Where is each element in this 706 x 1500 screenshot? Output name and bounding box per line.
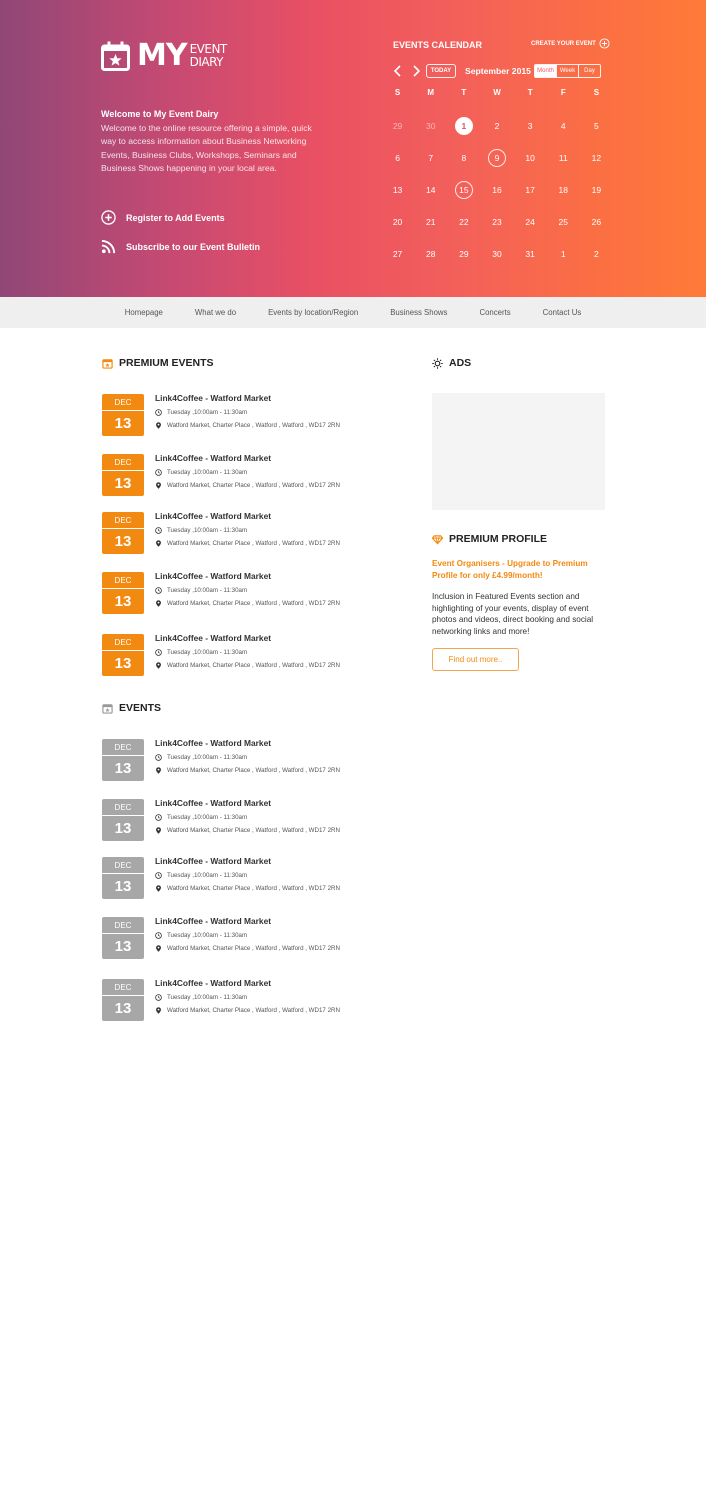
view-day-button[interactable]: Day	[578, 65, 600, 77]
main-nav	[0, 297, 706, 328]
calendar-day[interactable]	[580, 174, 613, 206]
calendar-day[interactable]	[414, 238, 447, 270]
map-pin-icon	[155, 827, 162, 834]
clock-icon	[155, 587, 162, 594]
calendar-day-number: 5	[594, 121, 599, 131]
event-location-text: Watford Market, Charter Place , Watford , Watford , WD17 2RN	[167, 767, 340, 774]
calendar-day[interactable]	[547, 110, 580, 142]
nav-contact-us[interactable]: Contact Us	[542, 308, 582, 317]
calendar-day[interactable]	[514, 142, 547, 174]
calendar-day-number: 30	[492, 249, 502, 259]
ads-heading	[432, 357, 471, 369]
calendar-day-today[interactable]	[447, 110, 480, 142]
calendar-day[interactable]	[480, 206, 513, 238]
event-location	[155, 767, 340, 774]
calendar-day[interactable]	[414, 206, 447, 238]
event-location	[155, 1007, 340, 1014]
calendar-day-number: 16	[492, 185, 502, 195]
weekday-label: W	[493, 88, 501, 97]
calendar-icon	[102, 703, 113, 714]
calendar-day-number: 26	[591, 217, 602, 227]
welcome-text: Welcome to the online resource offering a simple, quick way to access information about Business Networking Events, Business Clubs, Workshops, Seminars and Business Shows happening in your local area.	[101, 122, 312, 173]
event-date-badge	[102, 739, 144, 781]
calendar-day[interactable]	[447, 238, 480, 270]
calendar-day[interactable]	[580, 142, 613, 174]
nav-concerts[interactable]: Concerts	[479, 308, 511, 317]
ads-title: ADS	[449, 357, 472, 369]
event-time	[155, 527, 247, 534]
calendar-day-number: 1	[560, 249, 566, 259]
map-pin-icon	[155, 482, 162, 489]
calendar-day-number: 6	[395, 153, 400, 163]
calendar-day[interactable]	[381, 142, 414, 174]
event-location	[155, 540, 340, 547]
calendar-day-number: 19	[591, 185, 602, 195]
event-location-text: Watford Market, Charter Place , Watford , Watford , WD17 2RN	[167, 827, 340, 834]
subscribe-link[interactable]	[101, 239, 260, 254]
event-location-text: Watford Market, Charter Place , Watford , Watford , WD17 2RN	[167, 1007, 340, 1014]
event-day: 13	[102, 411, 144, 436]
weekday-label: T	[527, 88, 533, 97]
calendar-week-row	[381, 142, 613, 174]
event-date-badge	[102, 634, 144, 676]
event-month: DEC	[102, 799, 144, 815]
clock-icon	[155, 469, 162, 476]
calendar-day[interactable]	[447, 206, 480, 238]
calendar-day-number: 12	[591, 153, 602, 163]
event-date-badge	[102, 917, 144, 959]
premium-events-title: PREMIUM EVENTS	[119, 357, 214, 369]
calendar-view-switcher	[534, 64, 601, 78]
map-pin-icon	[155, 540, 162, 547]
event-location	[155, 422, 340, 429]
event-day: 13	[102, 934, 144, 959]
event-location-text: Watford Market, Charter Place , Watford , Watford , WD17 2RN	[167, 662, 340, 669]
logo-diary-text: DIARY	[189, 55, 223, 69]
calendar-day-number: 10	[525, 153, 535, 163]
weekday-label: S	[593, 88, 600, 97]
event-month: DEC	[102, 394, 144, 410]
event-time-text: Tuesday ,10:00am - 11:30am	[167, 932, 248, 939]
premium-profile-cta[interactable]: Event Organisers - Upgrade to Premium Profile for only £4.99/month!	[432, 559, 588, 580]
calendar-day[interactable]	[547, 238, 580, 270]
event-day: 13	[102, 589, 144, 614]
event-date-badge	[102, 512, 144, 554]
premium-events-heading	[102, 357, 214, 369]
event-day: 13	[102, 816, 144, 841]
event-time	[155, 469, 247, 476]
welcome-block	[101, 108, 326, 176]
logo-event-text: EVENT	[189, 42, 227, 56]
event-month: DEC	[102, 512, 144, 528]
clock-icon	[155, 754, 162, 761]
event-time	[155, 814, 247, 821]
event-day: 13	[102, 651, 144, 676]
find-out-more-button[interactable]: Find out more..	[432, 648, 519, 671]
welcome-title: Welcome to My Event Dairy	[101, 109, 219, 119]
calendar-days	[381, 110, 613, 270]
calendar-day[interactable]	[447, 142, 480, 174]
event-location	[155, 662, 340, 669]
calendar-day[interactable]	[414, 174, 447, 206]
calendar-day-number: 23	[492, 217, 502, 227]
event-location	[155, 885, 340, 892]
event-time	[155, 409, 247, 416]
clock-icon	[155, 932, 162, 939]
view-week-button[interactable]: Week	[556, 65, 578, 77]
calendar-star-icon	[101, 41, 130, 71]
calendar-day-number: 7	[428, 153, 434, 163]
event-time	[155, 649, 247, 656]
event-time-text: Tuesday ,10:00am - 11:30am	[167, 754, 248, 761]
premium-profile-title: PREMIUM PROFILE	[449, 533, 548, 545]
calendar-day-number: 2	[594, 249, 599, 259]
event-time	[155, 587, 247, 594]
nav-events-by-location[interactable]: Events by location/Region	[268, 308, 359, 317]
event-month: DEC	[102, 979, 144, 995]
clock-icon	[155, 872, 162, 879]
event-time-text: Tuesday ,10:00am - 11:30am	[167, 527, 248, 534]
calendar-day[interactable]	[547, 206, 580, 238]
event-time	[155, 872, 247, 879]
map-pin-icon	[155, 422, 162, 429]
diamond-icon	[432, 534, 443, 545]
event-location	[155, 945, 340, 952]
calendar-day-number: 9	[488, 149, 506, 167]
event-title[interactable]: Link4Coffee - Watford Market	[155, 393, 272, 403]
event-day: 13	[102, 756, 144, 781]
event-location	[155, 482, 340, 489]
calendar-day[interactable]	[580, 238, 613, 270]
event-location-text: Watford Market, Charter Place , Watford , Watford , WD17 2RN	[167, 540, 340, 547]
calendar-day[interactable]	[514, 238, 547, 270]
calendar-day-number: 17	[525, 185, 535, 195]
create-event-label: CREATE YOUR EVENT	[531, 40, 596, 47]
calendar-day-number: 21	[425, 217, 436, 227]
calendar-day-number: 4	[560, 121, 566, 131]
calendar-prev-button[interactable]	[393, 64, 403, 78]
calendar-weekday-row	[381, 88, 613, 100]
subscribe-link-label: Subscribe to our Event Bulletin	[126, 241, 261, 252]
map-pin-icon	[155, 600, 162, 607]
event-month: DEC	[102, 857, 144, 873]
event-month: DEC	[102, 454, 144, 470]
event-location	[155, 600, 340, 607]
event-time-text: Tuesday ,10:00am - 11:30am	[167, 409, 248, 416]
event-time-text: Tuesday ,10:00am - 11:30am	[167, 469, 248, 476]
event-month: DEC	[102, 739, 144, 755]
event-month: DEC	[102, 917, 144, 933]
chevron-right-icon	[411, 64, 421, 78]
calendar-day-number: 24	[525, 217, 535, 227]
map-pin-icon	[155, 767, 162, 774]
calendar-day-number: 22	[459, 217, 469, 227]
map-pin-icon	[155, 885, 162, 892]
calendar-day-number: 27	[392, 249, 403, 259]
events-heading	[102, 702, 161, 714]
view-month-button[interactable]: Month	[535, 65, 556, 77]
event-day: 13	[102, 996, 144, 1021]
event-location	[155, 827, 340, 834]
calendar-month-label: September 2015	[465, 66, 531, 76]
calendar-day[interactable]	[514, 206, 547, 238]
calendar-day[interactable]	[514, 110, 547, 142]
calendar-day[interactable]	[580, 110, 613, 142]
calendar-day[interactable]	[480, 174, 513, 206]
event-time-text: Tuesday ,10:00am - 11:30am	[167, 814, 248, 821]
calendar-day-number: 25	[558, 217, 568, 227]
plus-circle-icon	[101, 210, 116, 225]
events-title: EVENTS	[119, 702, 162, 714]
calendar-week-row	[381, 206, 613, 238]
calendar-day-number: 20	[392, 217, 403, 227]
calendar-title: EVENTS CALENDAR	[393, 40, 483, 50]
event-title[interactable]: Link4Coffee - Watford Market	[155, 798, 272, 808]
weekday-label: S	[394, 88, 401, 97]
calendar-day-number: 1	[455, 117, 473, 135]
hero-banner	[0, 0, 706, 297]
calendar-day-event[interactable]	[480, 142, 513, 174]
event-title[interactable]: Link4Coffee - Watford Market	[155, 978, 272, 988]
map-pin-icon	[155, 1007, 162, 1014]
calendar-day-number: 3	[527, 121, 533, 131]
calendar-day-number: 18	[558, 185, 568, 195]
today-button[interactable]: TODAY	[426, 64, 456, 78]
nav-what-we-do[interactable]: What we do	[194, 308, 237, 317]
calendar-day[interactable]	[381, 238, 414, 270]
event-month: DEC	[102, 634, 144, 650]
event-month: DEC	[102, 572, 144, 588]
event-day: 13	[102, 529, 144, 554]
calendar-day-number: 2	[494, 121, 500, 131]
calendar-day[interactable]	[414, 142, 447, 174]
event-location-text: Watford Market, Charter Place , Watford , Watford , WD17 2RN	[167, 885, 340, 892]
premium-profile-description: Inclusion in Featured Events section and highlighting of your events, display of event photos and videos, direct booking and social networking links and more!	[432, 592, 594, 636]
calendar-day-number: 8	[461, 153, 467, 163]
event-title[interactable]: Link4Coffee - Watford Market	[155, 738, 272, 748]
event-date-badge	[102, 799, 144, 841]
event-title[interactable]: Link4Coffee - Watford Market	[155, 571, 272, 581]
register-link-label: Register to Add Events	[126, 212, 225, 223]
event-title[interactable]: Link4Coffee - Watford Market	[155, 856, 272, 866]
calendar-day-number: 14	[425, 185, 436, 195]
clock-icon	[155, 814, 162, 821]
event-time	[155, 994, 247, 1001]
event-title[interactable]: Link4Coffee - Watford Market	[155, 633, 272, 643]
calendar-day-number: 29	[392, 121, 403, 131]
calendar-day-number: 30	[425, 121, 436, 131]
calendar-day-number: 11	[558, 153, 568, 163]
clock-icon	[155, 527, 162, 534]
event-day: 13	[102, 471, 144, 496]
event-time-text: Tuesday ,10:00am - 11:30am	[167, 872, 248, 879]
rss-icon	[101, 239, 116, 254]
calendar-grid	[381, 88, 613, 270]
calendar-next-button[interactable]	[411, 64, 421, 78]
clock-icon	[155, 994, 162, 1001]
calendar-day[interactable]	[547, 174, 580, 206]
ad-placeholder[interactable]	[432, 393, 605, 510]
calendar-day[interactable]	[480, 110, 513, 142]
calendar-day-number: 31	[525, 249, 535, 259]
event-day: 13	[102, 874, 144, 899]
event-location-text: Watford Market, Charter Place , Watford , Watford , WD17 2RN	[167, 422, 340, 429]
event-title[interactable]: Link4Coffee - Watford Market	[155, 453, 272, 463]
event-date-badge	[102, 572, 144, 614]
calendar-day[interactable]	[381, 206, 414, 238]
event-date-badge	[102, 979, 144, 1021]
event-location-text: Watford Market, Charter Place , Watford , Watford , WD17 2RN	[167, 945, 340, 952]
event-location-text: Watford Market, Charter Place , Watford , Watford , WD17 2RN	[167, 600, 340, 607]
premium-profile-heading	[432, 533, 547, 545]
plus-circle-icon	[599, 38, 610, 49]
map-pin-icon	[155, 662, 162, 669]
event-time	[155, 754, 247, 761]
event-time-text: Tuesday ,10:00am - 11:30am	[167, 994, 248, 1001]
calendar-day[interactable]	[381, 110, 414, 142]
map-pin-icon	[155, 945, 162, 952]
calendar-day[interactable]	[414, 110, 447, 142]
calendar-day-number: 29	[459, 249, 469, 259]
clock-icon	[155, 409, 162, 416]
site-logo[interactable]	[101, 38, 227, 73]
calendar-day-event[interactable]	[447, 174, 480, 206]
sun-icon	[432, 358, 443, 369]
weekday-label: T	[461, 88, 467, 97]
calendar-week-row	[381, 110, 613, 142]
event-title[interactable]: Link4Coffee - Watford Market	[155, 511, 272, 521]
calendar-day[interactable]	[547, 142, 580, 174]
calendar-day-number: 28	[425, 249, 436, 259]
calendar-day-number: 15	[455, 181, 473, 199]
register-link[interactable]	[101, 210, 225, 225]
event-date-badge	[102, 857, 144, 899]
chevron-left-icon	[393, 64, 403, 78]
calendar-week-row	[381, 238, 613, 270]
weekday-label: F	[560, 88, 566, 97]
calendar-day[interactable]	[480, 238, 513, 270]
nav-business-shows[interactable]: Business Shows	[390, 308, 448, 317]
create-event-button[interactable]	[531, 38, 610, 49]
event-time	[155, 932, 247, 939]
event-title[interactable]: Link4Coffee - Watford Market	[155, 916, 272, 926]
event-date-badge	[102, 394, 144, 436]
event-date-badge	[102, 454, 144, 496]
calendar-day[interactable]	[514, 174, 547, 206]
calendar-week-row	[381, 174, 613, 206]
weekday-label: M	[427, 88, 435, 97]
calendar-day-number: 13	[392, 185, 403, 195]
event-time-text: Tuesday ,10:00am - 11:30am	[167, 587, 248, 594]
calendar-day[interactable]	[381, 174, 414, 206]
nav-homepage[interactable]: Homepage	[124, 308, 163, 317]
logo-wordmark	[190, 43, 227, 69]
logo-my-text: MY	[137, 38, 187, 73]
calendar-day[interactable]	[580, 206, 613, 238]
event-time-text: Tuesday ,10:00am - 11:30am	[167, 649, 248, 656]
clock-icon	[155, 649, 162, 656]
calendar-star-icon	[102, 358, 113, 369]
event-location-text: Watford Market, Charter Place , Watford , Watford , WD17 2RN	[167, 482, 340, 489]
